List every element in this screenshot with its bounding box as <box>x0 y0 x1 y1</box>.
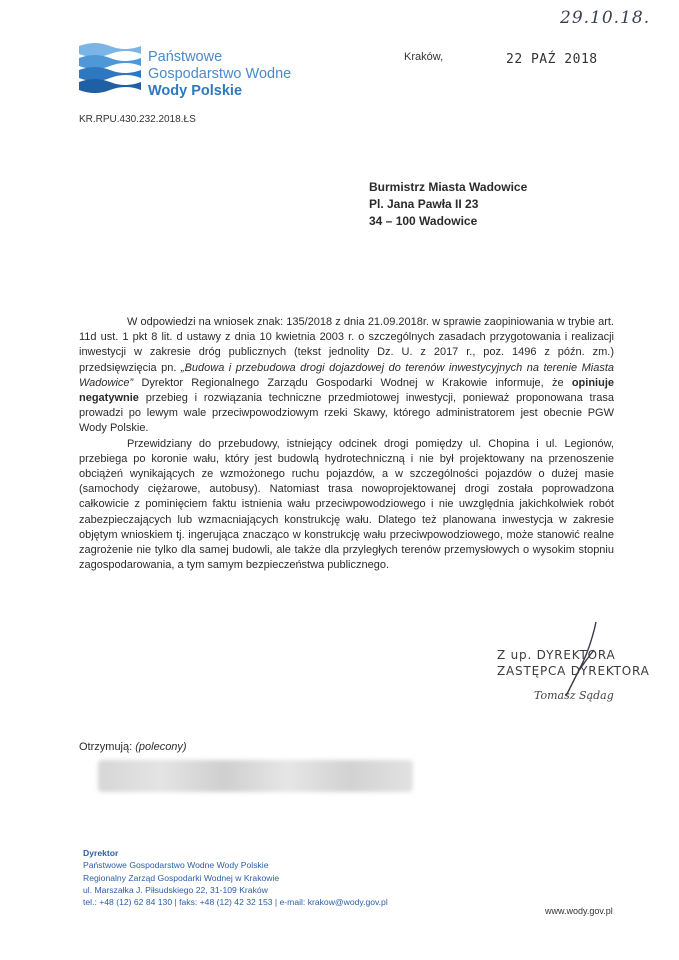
handwritten-date: 29.10.18. <box>560 8 651 28</box>
body-text: Dyrektor Regionalnego Zarządu Gospodarki Wodnej w Krakowie informuje, że <box>133 376 572 389</box>
body-paragraph <box>79 315 614 437</box>
recipient-line: Pl. Jana Pawła II 23 <box>369 197 479 211</box>
footer-line: Regionalny Zarząd Gospodarki Wodnej w Krakowie <box>83 872 280 883</box>
body-text: W odpowiedzi na wniosek znak: 135/2018 z dnia 21.09.2018r. w sprawie zaopiniowania w trybie art. 11d ust. 1 pkt 8 lit. d ustawy z dnia 10 kwietnia 2003 r. o szczególnych zasadach przygotowania i realizacji inwestycji w zakresie dróg publicznych (tekst jednolity Dz. U. z 2017 r., poz. 1496 z późn. zm.) przedsięwzięcia pn. <box>79 316 614 374</box>
distribution-note: (polecony) <box>135 741 187 753</box>
footer-contact <box>83 847 388 908</box>
org-name-line: Wody Polskie <box>148 83 243 99</box>
redacted-recipients <box>98 760 413 792</box>
recipient-line: 34 – 100 Wadowice <box>369 214 478 228</box>
organization-name <box>148 49 291 100</box>
signature-line: ZASTĘPCA DYREKTORA <box>497 664 650 678</box>
reference-number: KR.RPU.430.232.2018.ŁS <box>79 114 196 125</box>
recipient-address <box>369 179 527 230</box>
footer-line: Państwowe Gospodarstwo Wodne Wody Polskie <box>83 860 269 871</box>
distribution-label: Otrzymują: <box>79 741 136 753</box>
org-name-line: Gospodarstwo Wodne <box>148 66 292 82</box>
project-title: „Budowa i przebudowa drogi dojazdowej do terenów inwestycyjnych na terenie Miasta Wadowice” <box>79 361 614 389</box>
org-name-line: Państwowe <box>148 49 223 65</box>
body-paragraph: Przewidziany do przebudowy, istniejący odcinek drogi pomiędzy ul. Chopina i ul. Legionów, przebiega po koronie wału, który jest budowlą hydrotechniczną i nie był projektowany na przenoszenie obciążeń wynikających ze wzmożonego ruchu pojazdów, a w szczególności pojazdów o dużej masie (samochody ciężarowe, autobusy). Natomiast trasa nowoprojektowanej drogi została poprowadzona całkowicie z pominięciem faktu istnienia wału przeciwpowodziowego i nie uwzględnia jakichkolwiek robót zabezpieczających lub wzmacniających konstrukcję wału. Dlatego też planowana inwestycja w zakresie objętym wnioskiem tj. ingerująca znacząco w konstrukcję wału przeciwpowodziowego, może stanowić realne zagrożenie nie tylko dla samej budowli, ale także dla przyległych terenów przemysłowych o wysokim stopniu zagospodarowania, a tym samym bezpieczeństwa publicznego. <box>79 437 614 572</box>
recipient-line: Burmistrz Miasta Wadowice <box>369 180 528 194</box>
signatory-name: Tomasz Sądag <box>534 689 614 702</box>
footer-line: ul. Marszałka J. Piłsudskiego 22, 31-109 Kraków <box>83 884 268 895</box>
footer-line: tel.: +48 (12) 62 84 130 | faks: +48 (12) 42 32 153 | e-mail: krakow@wody.gov.pl <box>83 897 388 908</box>
footer-title: Dyrektor <box>83 848 119 858</box>
footer-website: www.wody.gov.pl <box>545 906 613 916</box>
letter-body <box>79 315 614 573</box>
letter-place: Kraków, <box>404 51 444 63</box>
date-stamp: 22 PAŹ 2018 <box>506 52 598 67</box>
body-text: przebieg i rozwiązania techniczne przedmiotowej inwestycji, ponieważ proponowana trasa prowadzi po lewym wale przeciwpowodziowym rzeki Skawy, którego administratorem jest obecnie PGW Wody Polskie. <box>79 392 614 435</box>
signature-block <box>497 647 650 679</box>
signature-line: Z up. DYREKTORA <box>497 648 616 662</box>
distribution-list <box>79 741 187 753</box>
opinion-verdict: opiniuje negatywnie <box>79 376 614 405</box>
wody-polskie-logo-icon <box>77 40 143 96</box>
